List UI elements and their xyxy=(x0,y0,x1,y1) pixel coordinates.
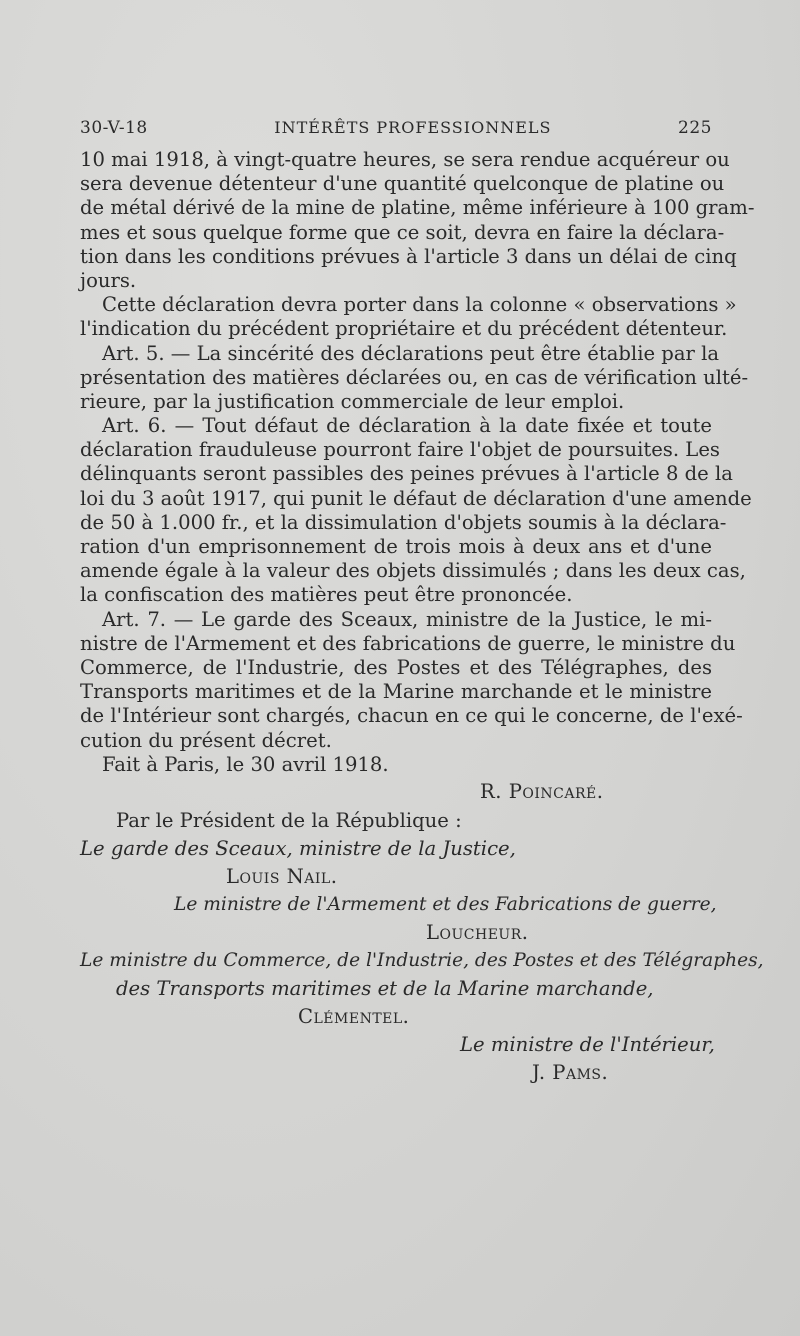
article-6 xyxy=(80,414,752,608)
fait-a-paris: Fait à Paris, le 30 avril 1918. xyxy=(102,752,389,776)
signature-name-loucheur: Loucheur. xyxy=(426,920,529,944)
signature-name-pams: J. Pams. xyxy=(532,1060,609,1084)
signature-president: R. Poincaré. xyxy=(480,779,604,803)
text-line: déclaration frauduleuse pourront faire l'objet de poursuites. Les xyxy=(80,438,720,462)
signature-title-commerce-2: des Transports maritimes et de la Marine marchande, xyxy=(116,976,654,1000)
article-7 xyxy=(80,607,743,753)
text-line: loi du 3 août 1917, qui punit le défaut de déclaration d'une amende xyxy=(80,486,752,510)
text-line: Art. 6. — Tout défaut de déclaration à la date fixée et toute xyxy=(102,414,712,438)
paragraph xyxy=(80,148,755,293)
text-line: tion dans les conditions prévues à l'article 3 dans un délai de cinq xyxy=(80,244,737,268)
par-le-president: Par le Président de la République : xyxy=(116,808,462,832)
signature-title-justice: Le garde des Sceaux, ministre de la Justice, xyxy=(80,836,516,860)
text-line: nistre de l'Armement et des fabrications de guerre, le ministre du xyxy=(80,631,736,655)
text-line: cution du présent décret. xyxy=(80,728,332,752)
body-text xyxy=(80,148,755,753)
text-line: ration d'un emprisonnement de trois mois à deux ans et d'une xyxy=(80,535,712,558)
header-title: INTÉRÊTS PROFESSIONNELS xyxy=(274,118,552,137)
signature-title-armement: Le ministre de l'Armement et des Fabrications de guerre, xyxy=(174,893,717,915)
text-line: amende égale à la valeur des objets dissimulés ; dans les deux cas, xyxy=(80,559,746,583)
text-line: Art. 7. — Le garde des Sceaux, ministre de la Justice, le mi- xyxy=(102,607,712,631)
signature-title-interieur: Le ministre de l'Intérieur, xyxy=(460,1032,715,1056)
text-line: Commerce, de l'Industrie, des Postes et des Télégraphes, des xyxy=(80,655,712,679)
text-line: la confiscation des matières peut être prononcée. xyxy=(80,583,573,607)
text-line: de métal dérivé de la mine de platine, même inférieure à 100 gram- xyxy=(80,196,755,220)
signature-name-nail: Louis Nail. xyxy=(226,864,338,888)
page xyxy=(80,118,764,1087)
text-line: Transports maritimes et de la Marine marchande et le ministre xyxy=(80,680,712,704)
paragraph xyxy=(80,293,737,341)
article-5 xyxy=(80,341,749,415)
text-line: délinquants seront passibles des peines prévues à l'article 8 de la xyxy=(80,462,733,486)
text-line: l'indication du précédent propriétaire et du précédent détenteur. xyxy=(80,317,728,341)
closing-block xyxy=(80,752,764,1087)
running-header xyxy=(80,118,712,148)
signature-name-clementel: Clémentel. xyxy=(298,1004,410,1028)
text-line: sera devenue détenteur d'une quantité quelconque de platine ou xyxy=(80,172,725,196)
text-line: rieure, par la justification commerciale de leur emploi. xyxy=(80,389,625,413)
text-line: 10 mai 1918, à vingt-quatre heures, se sera rendue acquéreur ou xyxy=(80,148,730,171)
text-line: jours. xyxy=(80,268,137,292)
page-number: 225 xyxy=(678,118,712,138)
signature-title-commerce: Le ministre du Commerce, de l'Industrie, des Postes et des Télégraphes, xyxy=(80,949,764,971)
header-date: 30-V-18 xyxy=(80,118,148,138)
text-line: de l'Intérieur sont chargés, chacun en ce qui le concerne, de l'exé- xyxy=(80,704,743,728)
text-line: Art. 5. — La sincérité des déclarations peut être établie par la xyxy=(102,341,720,365)
text-line: présentation des matières déclarées ou, en cas de vérification ulté- xyxy=(80,365,749,389)
text-line: mes et sous quelque forme que ce soit, devra en faire la déclara- xyxy=(80,220,725,244)
text-line: Cette déclaration devra porter dans la colonne « observations » xyxy=(102,293,737,317)
text-line: de 50 à 1.000 fr., et la dissimulation d'objets soumis à la déclara- xyxy=(80,510,727,534)
